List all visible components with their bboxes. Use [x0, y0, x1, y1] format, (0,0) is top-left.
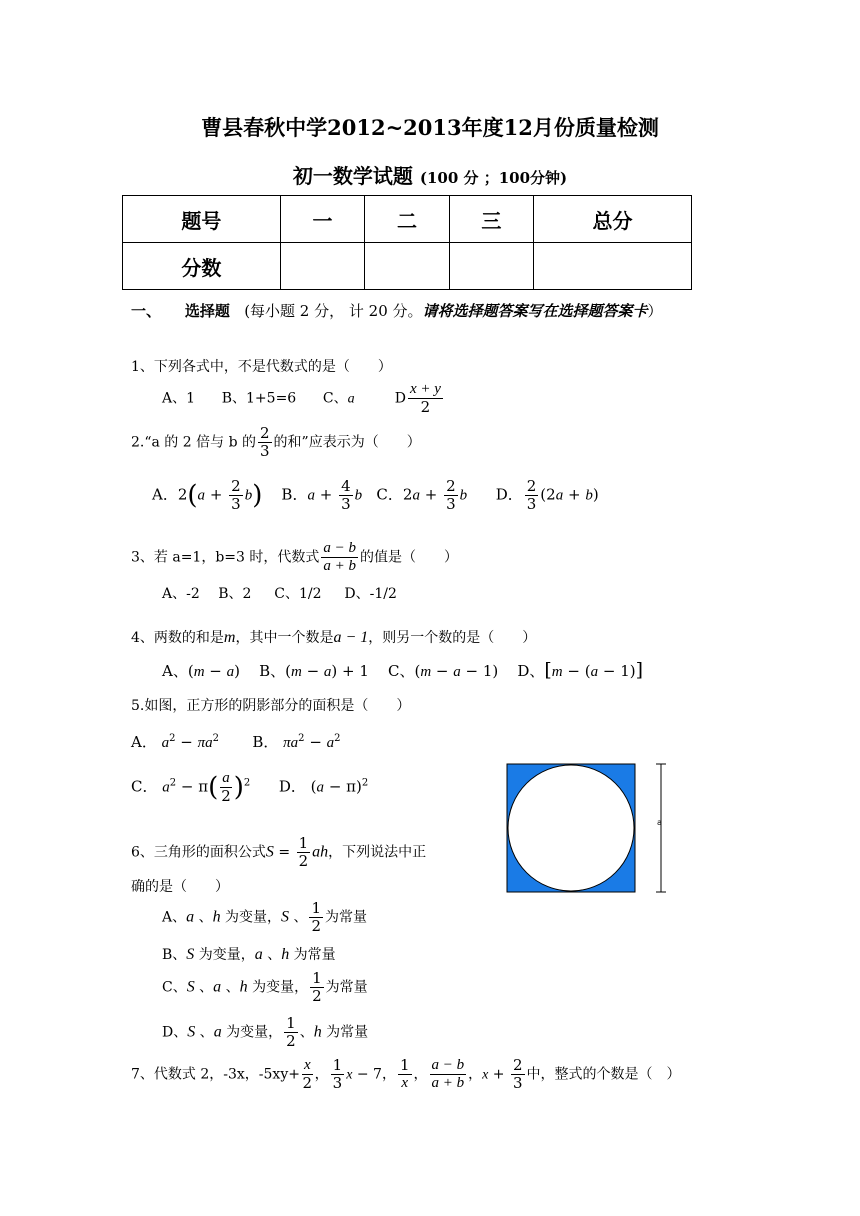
question-6: 6、三角形的面积公式S = $\frac{1}{2}$ ah，下列说法中正	[131, 834, 427, 870]
page-title: 曹县春秋中学2012~2013年度12月份质量检测	[201, 115, 659, 140]
question-3: 3、若 a=1，b=3 时，代数式 $\frac{a - b}{a + b}$ 的值是（ ）	[131, 540, 459, 574]
question-1-options: A、1 B、1+5=6 C、a D $\frac{x + y}{2}$	[162, 381, 441, 416]
score-header-cell: 总分	[534, 196, 692, 243]
score-cell[interactable]	[365, 243, 449, 290]
question-1: 1、下列各式中，不是代数式的是（ ）	[131, 359, 392, 375]
score-cell[interactable]	[280, 243, 364, 290]
dimension-label: a	[657, 818, 662, 827]
page-subtitle	[0, 160, 860, 189]
table-row	[123, 196, 692, 243]
section-instruction: 请将选择题答案写在选择题答案卡	[422, 302, 648, 320]
section-heading: 一、 选择题 (每小题 2 分， 计 20 分。请将选择题答案写在选择题答案卡）	[131, 302, 663, 320]
question-6-line2: 确的是（ ）	[131, 879, 229, 895]
question-5: 5.如图，正方形的阴影部分的面积是（ ）	[131, 698, 411, 714]
inscribed-circle	[508, 765, 634, 891]
question-5-options-cd: C． $a^2 - \pi$( $\frac{a}{2}$ )$^2$ D． $(a - \pi)^2$	[131, 770, 369, 805]
score-cell[interactable]	[449, 243, 533, 290]
question-7: 7、代数式 2，-3x，-5xy+ $\frac{x}{2}$ ， $\frac{1}{3}$ x − 7， $\frac{1}{x}$ ， $\frac{a - b}{a + b}$ ，x + $\frac{2}{3}$ 中，整式的个数是（ ）	[131, 1056, 681, 1092]
question-5-options-ab: A． $a^2 - \pi a^2$ B． $\pi a^2 - a^2$	[131, 733, 341, 751]
subtitle-text: 初一数学试题	[292, 164, 413, 188]
section-number: 一、	[131, 302, 162, 320]
section-note: (每小题 2 分， 计 20 分。	[244, 302, 423, 320]
section-name: 选择题	[184, 302, 230, 320]
question-4-options: A、(m − a) B、(m − a) + 1 C、(m − a − 1) D、[m − (a − 1)]	[162, 659, 644, 681]
table-row	[123, 243, 692, 290]
score-header-cell: 一	[280, 196, 364, 243]
question-2: 2.“a 的 2 倍与 b 的 $\frac{2}{3}$ 的和”应表示为（ ）	[131, 424, 421, 460]
question-6-option-d: D、S 、a 为变量， $\frac{1}{2}$ 、h 为常量	[162, 1014, 369, 1050]
question-2-options: A．2(a + $\frac{2}{3}$ b) B．a + $\frac{4}{3}$ b C．2a + $\frac{2}{3}$ b D． $\frac{2}{3}$ (2a + b)	[152, 477, 599, 513]
question-6-option-b: B、S 为变量，a 、h 为常量	[162, 946, 336, 963]
score-cell[interactable]	[534, 243, 692, 290]
fraction: $\frac{a - b}{a + b}$	[323, 540, 357, 574]
question-3-options: A、-2 B、2 C、1/2 D、-1/2	[162, 586, 397, 602]
score-table	[122, 195, 692, 290]
question-4: 4、两数的和是m，其中一个数是a − 1，则另一个数的是（ ）	[131, 629, 537, 646]
question-6-option-a: A、a 、h 为变量，S 、 $\frac{1}{2}$ 为常量	[162, 899, 368, 935]
score-header-cell: 三	[449, 196, 533, 243]
question-6-option-c: C、S 、a 、h 为变量， $\frac{1}{2}$ 为常量	[162, 969, 368, 1005]
score-row-label: 分数	[123, 243, 281, 290]
fraction: $\frac{2}{3}$	[259, 424, 270, 460]
score-header-cell: 题号	[123, 196, 281, 243]
square-circle-figure	[500, 760, 680, 896]
fraction: $\frac{x + y}{2}$	[409, 381, 441, 416]
subtitle-note: (100 分 ；100分钟)	[419, 169, 568, 187]
score-header-cell: 二	[365, 196, 449, 243]
